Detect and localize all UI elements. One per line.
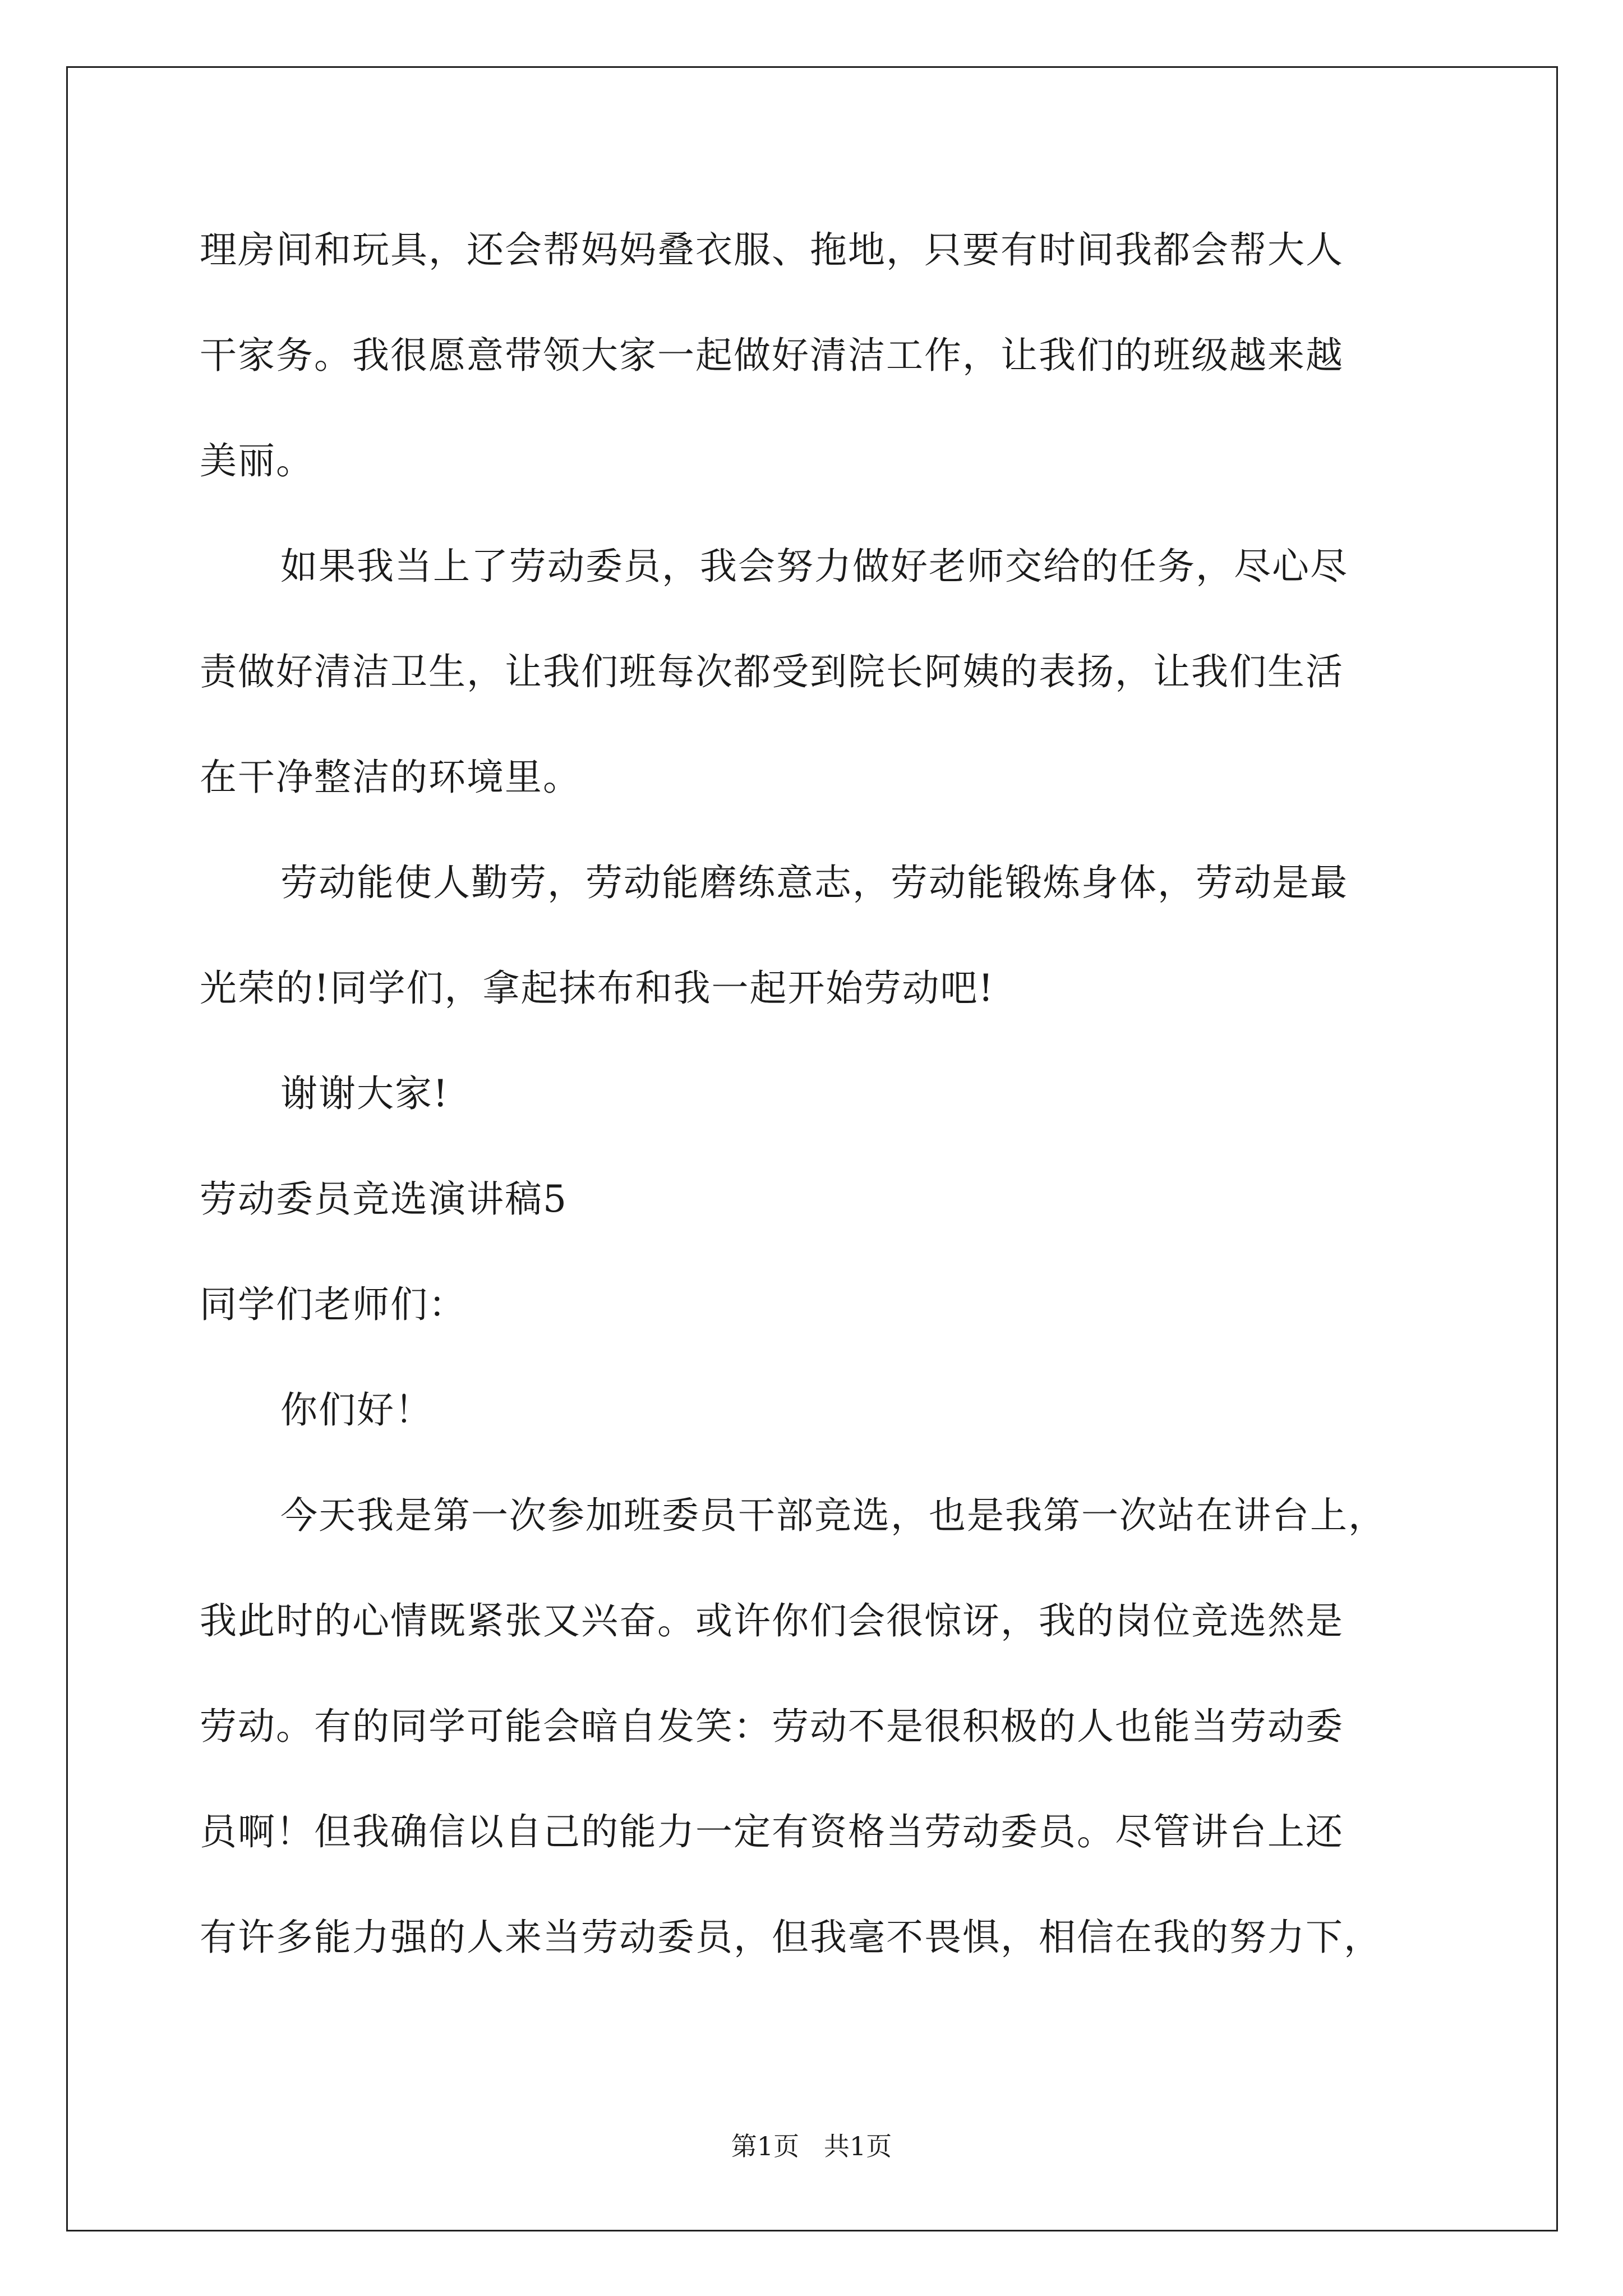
- text-line: 干家务。我很愿意带领大家一起做好清洁工作，让我们的班级越来越: [200, 334, 1344, 377]
- text-line: 光荣的!同学们，拿起抹布和我一起开始劳动吧!: [200, 967, 995, 1010]
- greeting: 你们好！: [280, 1388, 433, 1432]
- page-border: [66, 66, 1558, 2231]
- paragraph-start: 谢谢大家!: [280, 1072, 449, 1115]
- paragraph-start: 今天我是第一次参加班委员干部竞选，也是我第一次站在讲台上，: [280, 1494, 1386, 1537]
- salutation: 同学们老师们：: [200, 1283, 467, 1326]
- text-line: 美丽。: [200, 439, 314, 482]
- paragraph-start: 如果我当上了劳动委员，我会努力做好老师交给的任务，尽心尽: [280, 545, 1348, 588]
- text-line: 理房间和玩具，还会帮妈妈叠衣服、拖地，只要有时间我都会帮大人: [200, 228, 1344, 272]
- text-line: 有许多能力强的人来当劳动委员，但我毫不畏惧，相信在我的努力下，: [200, 1916, 1382, 1959]
- text-line: 在干净整洁的环境里。: [200, 756, 581, 799]
- text-line: 我此时的心情既紧张又兴奋。或许你们会很惊讶，我的岗位竞选然是: [200, 1599, 1344, 1642]
- text-line: 劳动。有的同学可能会暗自发笑：劳动不是很积极的人也能当劳动委: [200, 1705, 1344, 1748]
- section-title: 劳动委员竞选演讲稿5: [200, 1177, 568, 1221]
- page-footer: 第1页 共1页: [731, 2131, 892, 2161]
- paragraph-start: 劳动能使人勤劳，劳动能磨练意志，劳动能锻炼身体，劳动是最: [280, 861, 1348, 904]
- text-line: 员啊！但我确信以自己的能力一定有资格当劳动委员。尽管讲台上还: [200, 1810, 1344, 1853]
- text-line: 责做好清洁卫生，让我们班每次都受到院长阿姨的表扬，让我们生活: [200, 650, 1344, 693]
